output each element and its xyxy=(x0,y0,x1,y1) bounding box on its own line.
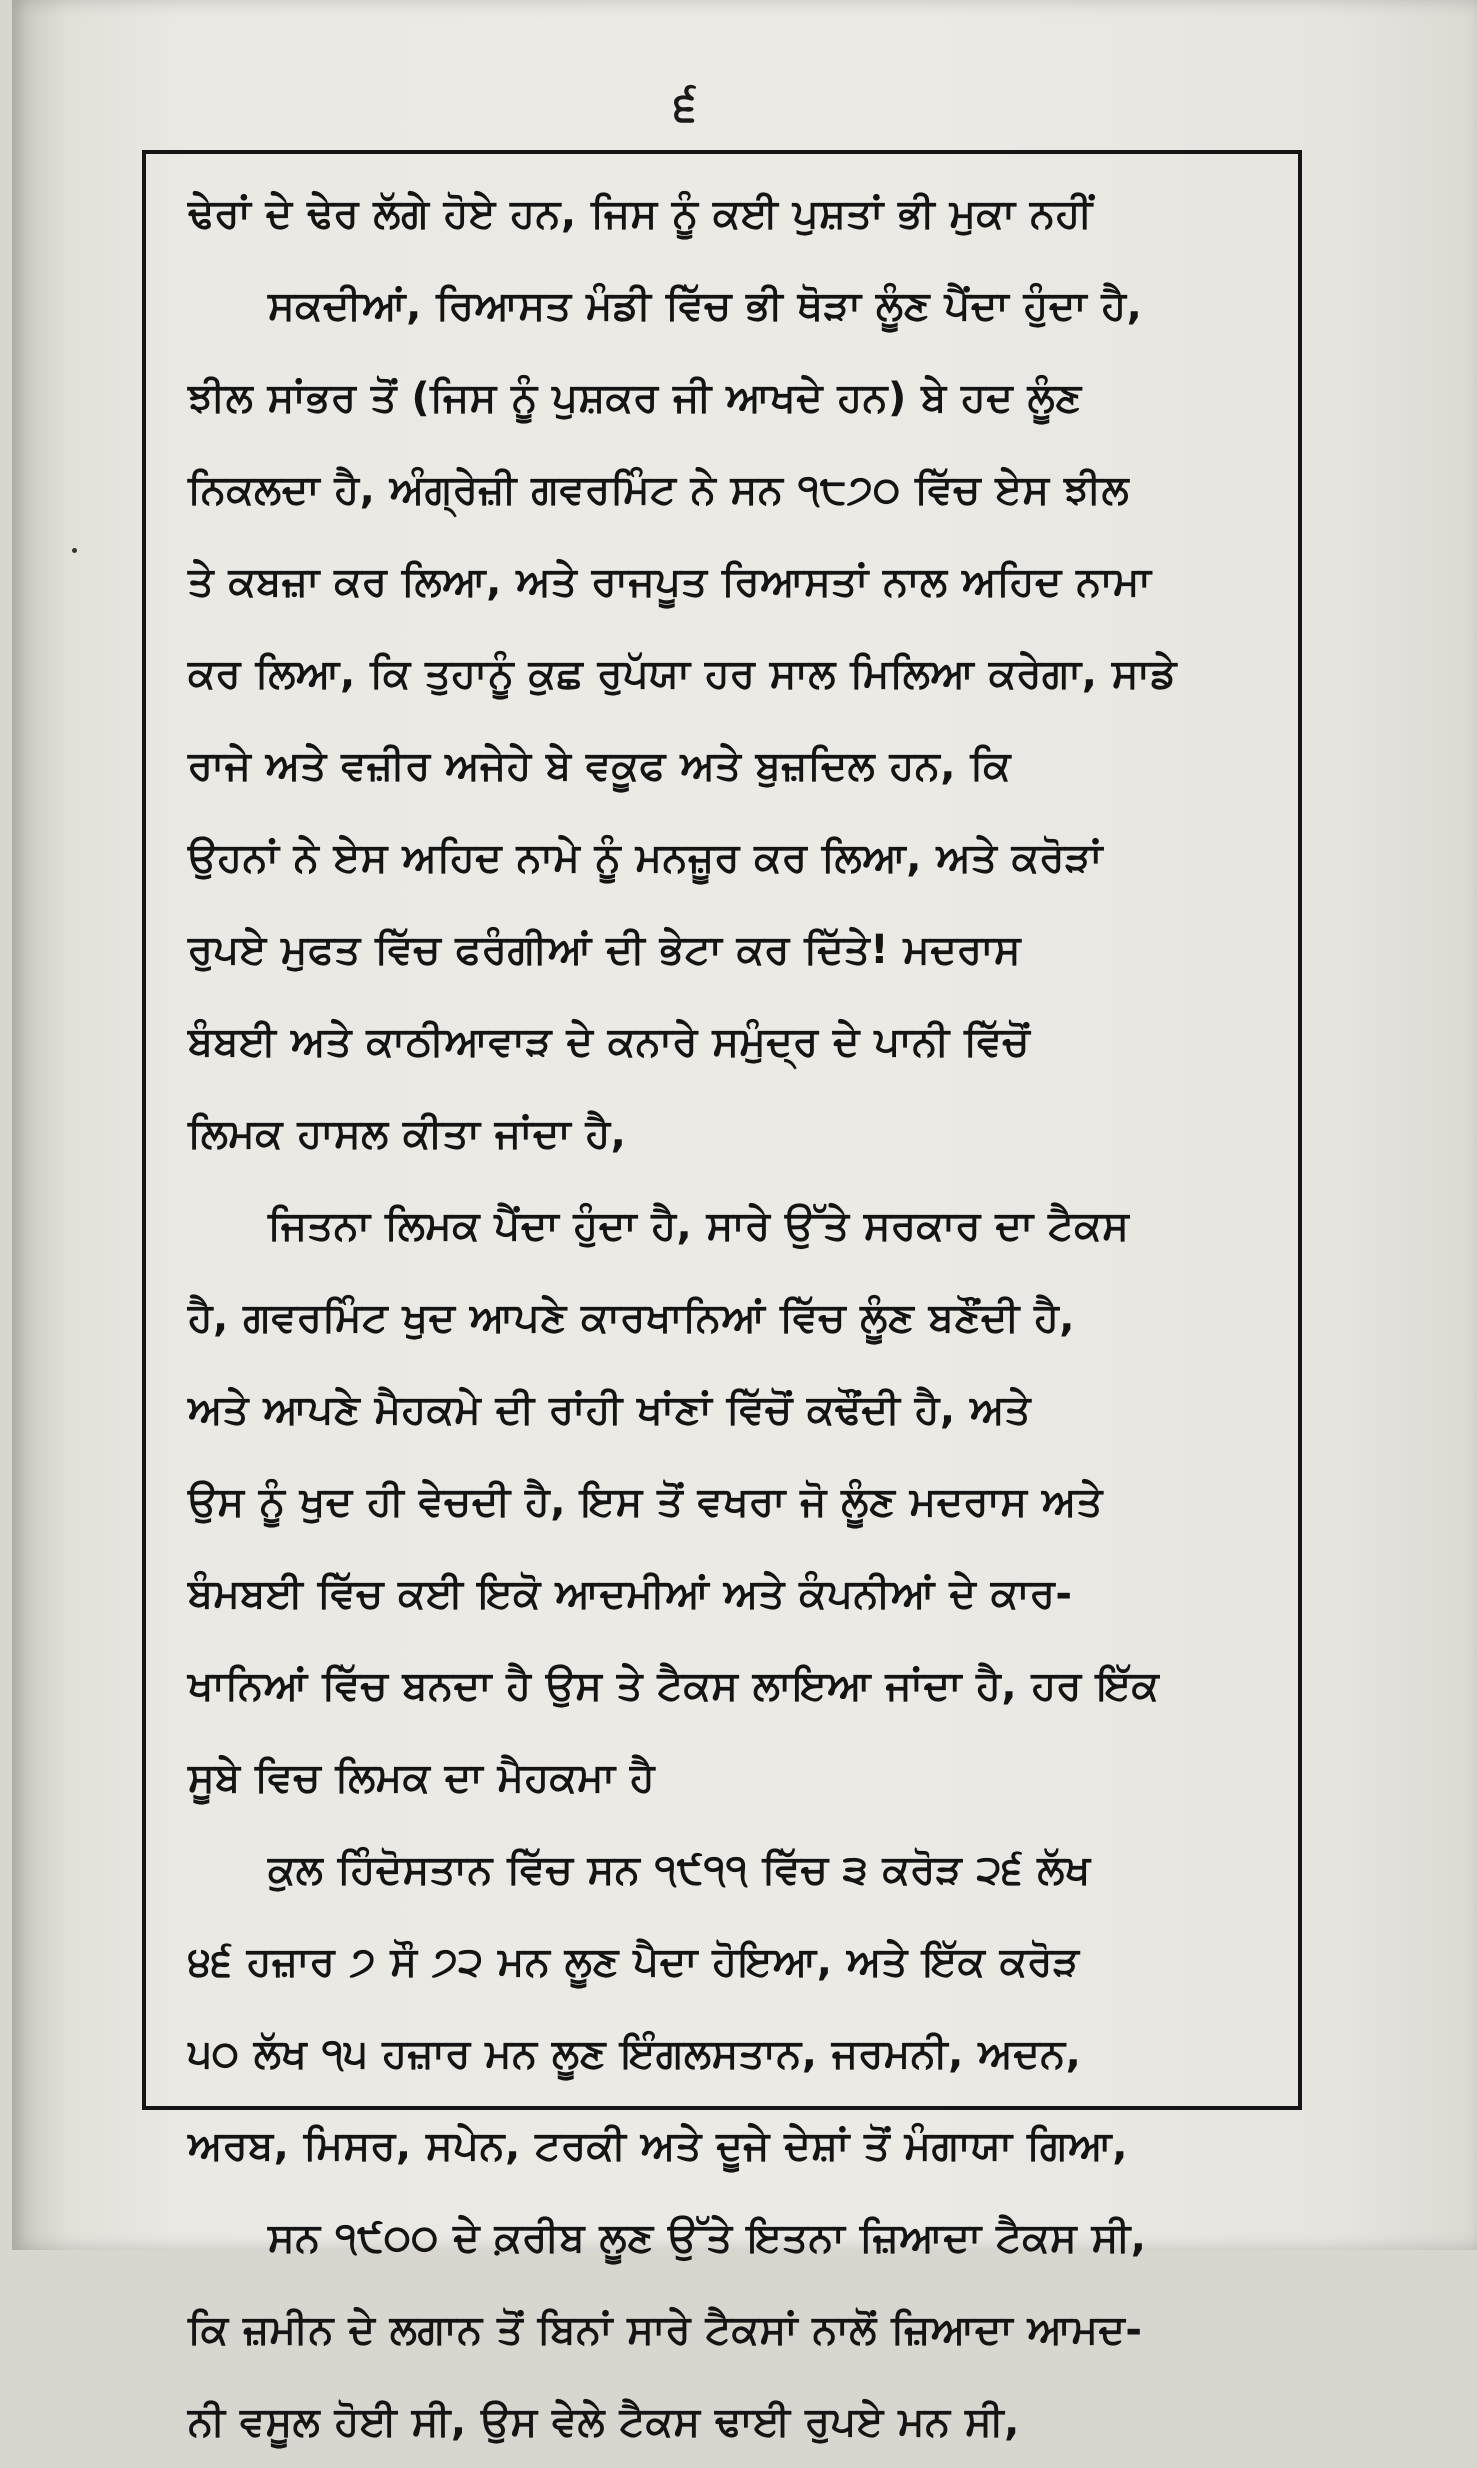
text-line: ਰਾਜੇ ਅਤੇ ਵਜ਼ੀਰ ਅਜੇਹੇ ਬੇ ਵਕੂਫ ਅਤੇ ਬੁਜ਼ਦਿਲ ਹਨ, ਕਿ xyxy=(188,743,1011,789)
body-text xyxy=(188,168,1328,2468)
ink-speck xyxy=(72,548,77,553)
text-line: ਢੇਰਾਂ ਦੇ ਢੇਰ ਲੱਗੇ ਹੋਏ ਹਨ, ਜਿਸ ਨੂੰ ਕਈ ਪੁਸ਼ਤਾਂ ਭੀ ਮੁਕਾ ਨਹੀਂ xyxy=(188,191,1093,237)
text-line: ਨਿਕਲਦਾ ਹੈ, ਅੰਗ੍ਰੇਜ਼ੀ ਗਵਰਮਿੰਟ ਨੇ ਸਨ ੧੮੭੦ ਵਿੱਚ ਏਸ ਝੀਲ xyxy=(188,467,1130,513)
text-line: ਨੀ ਵਸੂਲ ਹੋਈ ਸੀ, ਉਸ ਵੇਲੇ ਟੈਕਸ ਢਾਈ ਰੁਪਏ ਮਨ ਸੀ, xyxy=(188,2399,1020,2445)
page-number: ੬ xyxy=(674,80,697,131)
text-line: ਰੁਪਏ ਮੁਫਤ ਵਿੱਚ ਫਰੰਗੀਆਂ ਦੀ ਭੇਟਾ ਕਰ ਦਿੱਤੇ! ਮਦਰਾਸ xyxy=(188,927,1022,973)
text-line: ਕਿ ਜ਼ਮੀਨ ਦੇ ਲਗਾਨ ਤੋਂ ਬਿਨਾਂ ਸਾਰੇ ਟੈਕਸਾਂ ਨਾਲੋਂ ਜ਼ਿਆਦਾ ਆਮਦ- xyxy=(188,2307,1143,2353)
text-line: ਖਾਨਿਆਂ ਵਿੱਚ ਬਨਦਾ ਹੈ ਉਸ ਤੇ ਟੈਕਸ ਲਾਇਆ ਜਾਂਦਾ ਹੈ, ਹਰ ਇੱਕ xyxy=(188,1663,1160,1709)
text-line: ਹੈ, ਗਵਰਮਿੰਟ ਖੁਦ ਆਪਣੇ ਕਾਰਖਾਨਿਆਂ ਵਿੱਚ ਲੂੰਣ ਬਣੌਂਦੀ ਹੈ, xyxy=(188,1295,1075,1341)
text-line: ਬੰਬਈ ਅਤੇ ਕਾਠੀਆਵਾੜ ਦੇ ਕਨਾਰੇ ਸਮੁੰਦ੍ਰ ਦੇ ਪਾਨੀ ਵਿੱਚੋਂ xyxy=(188,1019,1030,1065)
text-line: ੪੬ ਹਜ਼ਾਰ ੭ ਸੌ ੭੨ ਮਨ ਲੂਣ ਪੈਦਾ ਹੋਇਆ, ਅਤੇ ਇੱਕ ਕਰੋੜ xyxy=(188,1939,1080,1985)
text-line: ਅਰਬ, ਮਿਸਰ, ਸਪੇਨ, ਟਰਕੀ ਅਤੇ ਦੂਜੇ ਦੇਸ਼ਾਂ ਤੋਂ ਮੰਗਾਯਾ ਗਿਆ, xyxy=(188,2123,1128,2169)
text-line: ਝੀਲ ਸਾਂਭਰ ਤੋਂ (ਜਿਸ ਨੂੰ ਪੁਸ਼ਕਰ ਜੀ ਆਖਦੇ ਹਨ) ਬੇ ਹਦ ਲੂੰਣ xyxy=(188,375,1082,421)
text-line: ੫੦ ਲੱਖ ੧੫ ਹਜ਼ਾਰ ਮਨ ਲੂਣ ਇੰਗਲਸਤਾਨ, ਜਰਮਨੀ, ਅਦਨ, xyxy=(188,2031,1082,2077)
book-page xyxy=(12,0,1477,2445)
text-line: ਬੰਮਬਈ ਵਿੱਚ ਕਈ ਇਕੋ ਆਦਮੀਆਂ ਅਤੇ ਕੰਪਨੀਆਂ ਦੇ ਕਾਰ- xyxy=(188,1571,1073,1617)
text-line: ਲਿਮਕ ਹਾਸਲ ਕੀਤਾ ਜਾਂਦਾ ਹੈ, xyxy=(188,1111,627,1157)
paragraph-start-line: ਕੁਲ ਹਿੰਦੋਸਤਾਨ ਵਿੱਚ ਸਨ ੧੯੧੧ ਵਿੱਚ ੩ ਕਰੋੜ ੨੬ ਲੱਖ xyxy=(268,1847,1091,1893)
paragraph-start-line: ਜਿਤਨਾ ਲਿਮਕ ਪੈਂਦਾ ਹੁੰਦਾ ਹੈ, ਸਾਰੇ ਉੱਤੇ ਸਰਕਾਰ ਦਾ ਟੈਕਸ xyxy=(268,1203,1130,1249)
text-line: ਅਤੇ ਆਪਣੇ ਮੈਹਕਮੇ ਦੀ ਰਾਂਹੀ ਖਾਂਣਾਂ ਵਿੱਚੋਂ ਕਢੌਂਦੀ ਹੈ, ਅਤੇ xyxy=(188,1387,1032,1433)
text-line: ਤੇ ਕਬਜ਼ਾ ਕਰ ਲਿਆ, ਅਤੇ ਰਾਜਪੂਤ ਰਿਆਸਤਾਂ ਨਾਲ ਅਹਿਦ ਨਾਮਾ xyxy=(188,559,1152,605)
text-line: ਸੂਬੇ ਵਿਚ ਲਿਮਕ ਦਾ ਮੈਹਕਮਾ ਹੈ xyxy=(188,1755,656,1801)
text-line: ਉਸ ਨੂੰ ਖੁਦ ਹੀ ਵੇਚਦੀ ਹੈ, ਇਸ ਤੋਂ ਵਖਰਾ ਜੋ ਲੂੰਣ ਮਦਰਾਸ ਅਤੇ xyxy=(188,1479,1103,1525)
text-line: ਸਕਦੀਆਂ, ਰਿਆਸਤ ਮੰਡੀ ਵਿੱਚ ਭੀ ਥੋੜਾ ਲੂੰਣ ਪੈਂਦਾ ਹੁੰਦਾ ਹੈ, xyxy=(268,283,1143,329)
text-line: ਕਰ ਲਿਆ, ਕਿ ਤੁਹਾਨੂੰ ਕੁਛ ਰੁਪੱਯਾ ਹਰ ਸਾਲ ਮਿਲਿਆ ਕਰੇਗਾ, ਸਾਡੇ xyxy=(188,651,1177,697)
text-line: ਉਹਨਾਂ ਨੇ ਏਸ ਅਹਿਦ ਨਾਮੇ ਨੂੰ ਮਨਜ਼ੂਰ ਕਰ ਲਿਆ, ਅਤੇ ਕਰੋੜਾਂ xyxy=(188,835,1103,881)
paragraph-start-line: ਸਨ ੧੯੦੦ ਦੇ ਕ਼ਰੀਬ ਲੂਣ ਉੱਤੇ ਇਤਨਾ ਜ਼ਿਆਦਾ ਟੈਕਸ ਸੀ, xyxy=(268,2215,1147,2261)
